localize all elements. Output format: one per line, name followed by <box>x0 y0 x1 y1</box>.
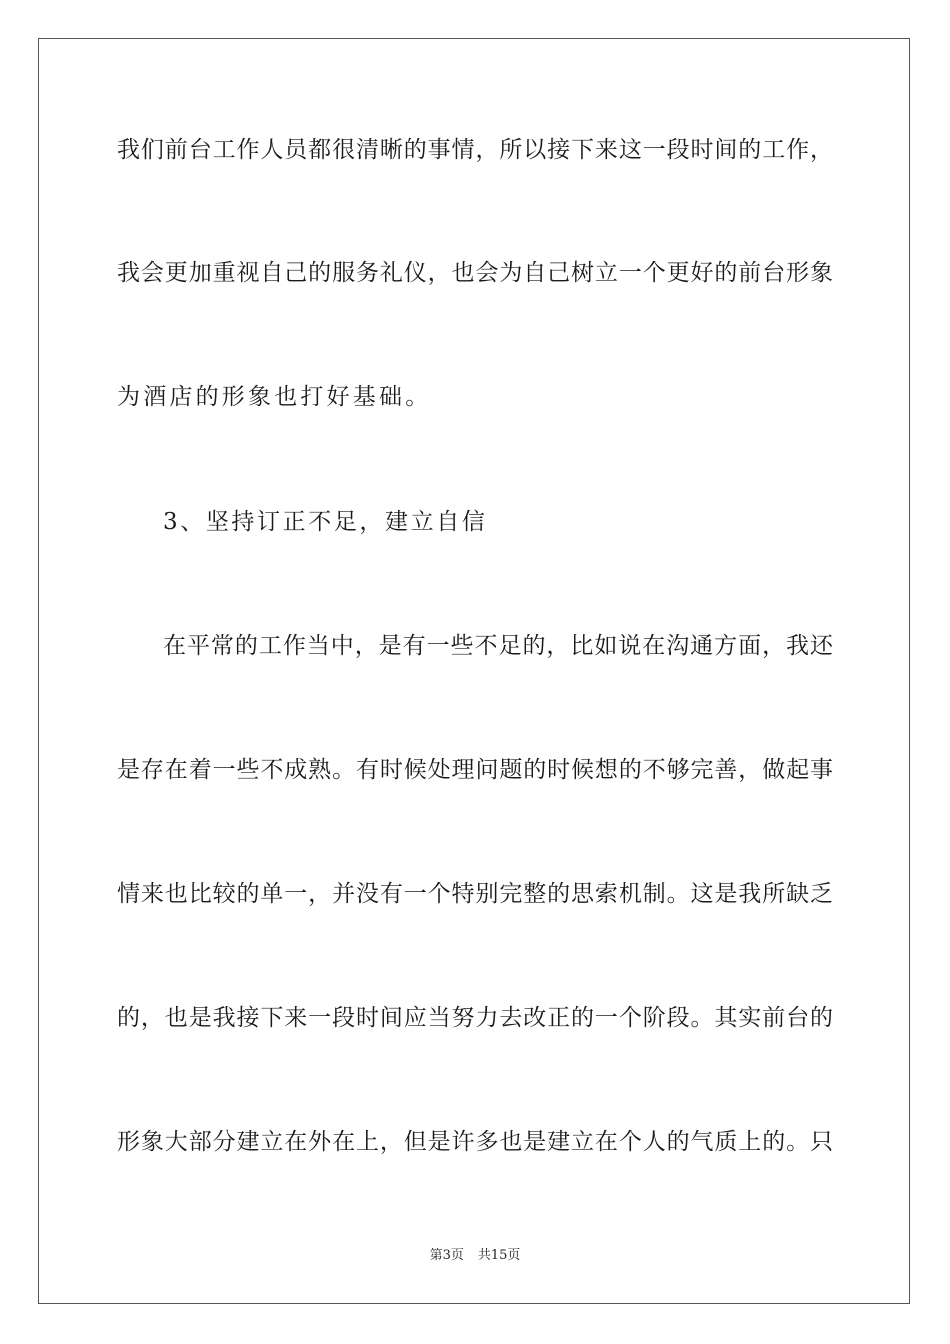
section-heading: 3、坚持订正不足，建立自信 <box>163 509 488 535</box>
paragraph-line: 为酒店的形象也打好基础。 <box>117 384 432 410</box>
paragraph-line: 我会更加重视自己的服务礼仪，也会为自己树立一个更好的前台形象 <box>117 260 833 286</box>
page-footer <box>0 1247 950 1265</box>
page-total: 共15页 <box>477 1248 521 1263</box>
page-number: 第3页 <box>429 1248 464 1263</box>
paragraph-line: 我们前台工作人员都很清晰的事情，所以接下来这一段时间的工作， <box>117 137 833 163</box>
page-border <box>38 38 910 1304</box>
paragraph-line: 情来也比较的单一，并没有一个特别完整的思索机制。这是我所缺乏 <box>117 881 833 907</box>
paragraph-line: 形象大部分建立在外在上，但是许多也是建立在个人的气质上的。只 <box>117 1129 833 1155</box>
paragraph-line: 的，也是我接下来一段时间应当努力去改正的一个阶段。其实前台的 <box>117 1005 833 1031</box>
paragraph-line: 在平常的工作当中，是有一些不足的，比如说在沟通方面，我还 <box>163 633 833 659</box>
paragraph-line: 是存在着一些不成熟。有时候处理问题的时候想的不够完善，做起事 <box>117 757 833 783</box>
